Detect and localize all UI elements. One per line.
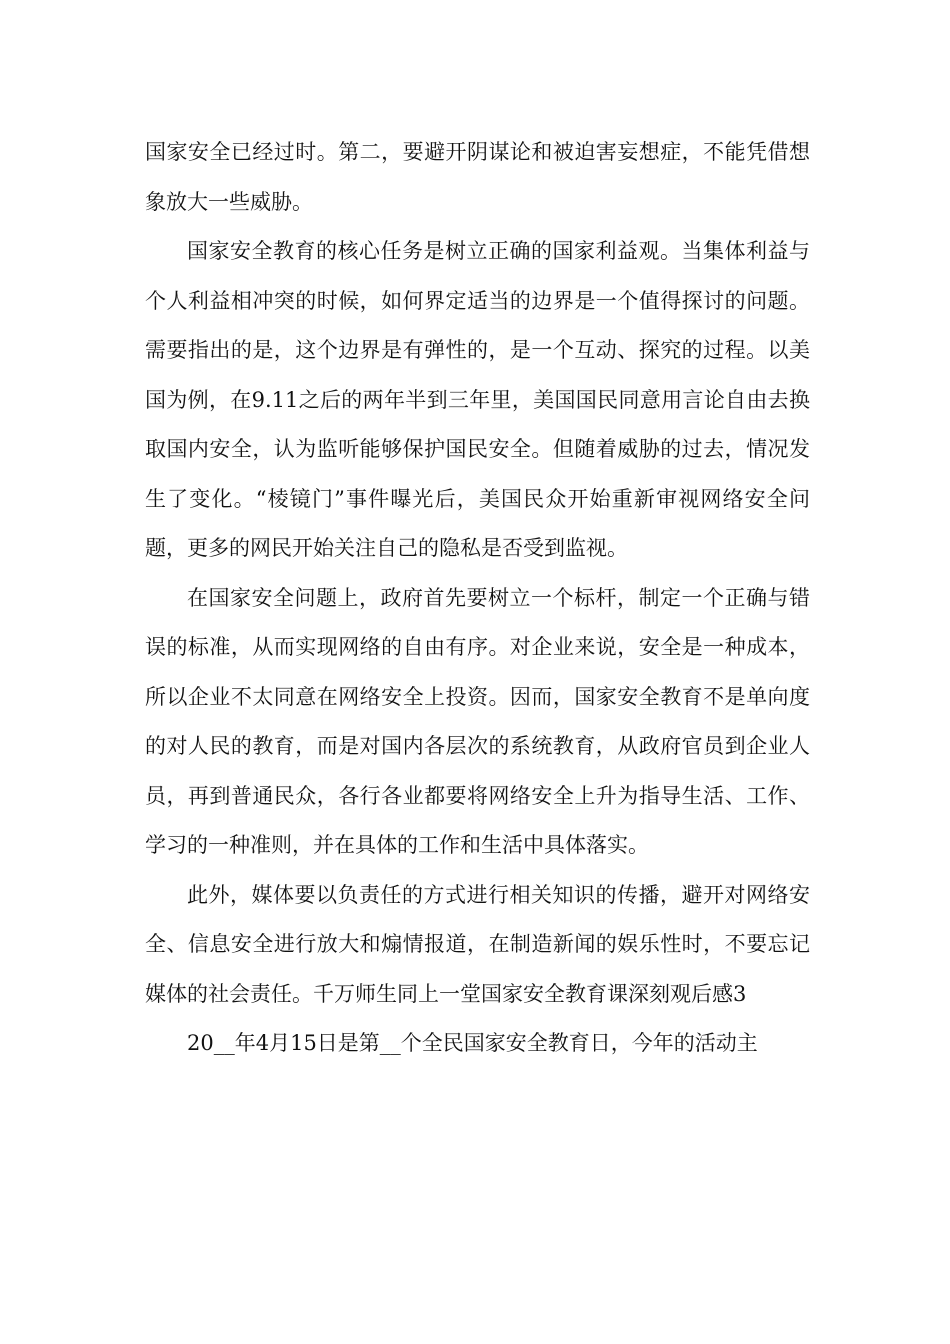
paragraph-media-responsibility: 此外，媒体要以负责任的方式进行相关知识的传播，避开对网络安全、信息安全进行放大和煽情报道，在制造新闻的娱乐性时，不要忘记媒体的社会责任。千万师生同上一堂国家安全教育课深刻观后感3 (145, 882, 810, 1006)
paragraph-national-interest: 国家安全教育的核心任务是树立正确的国家利益观。当集体利益与个人利益相冲突的时候，如何界定适当的边界是一个值得探讨的问题。需要指出的是，这个边界是有弹性的，是一个互动、探究的过程。以美国为例，在9.11之后的两年半到三年里，美国国民同意用言论自由去换取国内安全，认为监听能够保护国民安全。但随着威胁的过去，情况发生了变化。“棱镜门”事件曝光后，美国民众开始重新审视网络安全问题，更多的网民开始关注自己的隐私是否受到监视。 (145, 239, 810, 560)
paragraph-education-day: 20__年4月15日是第__个全民国家安全教育日，今年的活动主 (187, 1031, 758, 1055)
paragraph-continued: 国家安全已经过时。第二，要避开阴谋论和被迫害妄想症，不能凭借想象放大一些威胁。 (145, 140, 810, 214)
document-body (145, 128, 810, 1069)
paragraph-government-role: 在国家安全问题上，政府首先要树立一个标杆，制定一个正确与错误的标准，从而实现网络的自由有序。对企业来说，安全是一种成本，所以企业不太同意在网络安全上投资。因而，国家安全教育不是单向度的对人民的教育，而是对国内各层次的系统教育，从政府官员到企业人员，再到普通民众，各行各业都要将网络安全上升为指导生活、工作、学习的一种准则，并在具体的工作和生活中具体落实。 (145, 585, 810, 857)
